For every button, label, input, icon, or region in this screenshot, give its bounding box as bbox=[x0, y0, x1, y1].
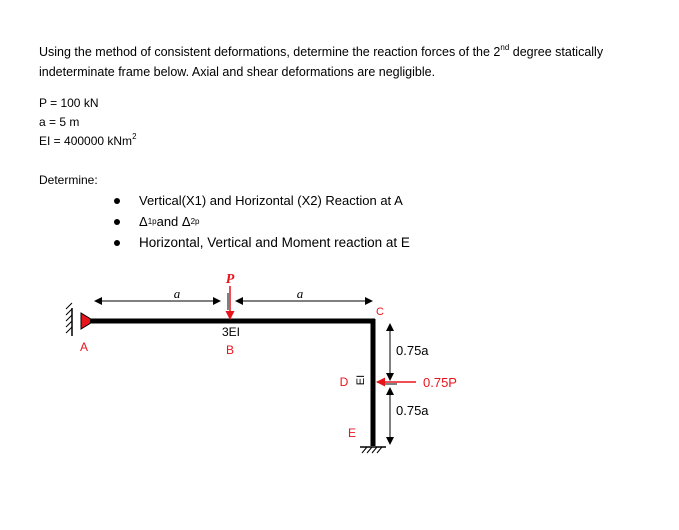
dim-a-right-label: a bbox=[296, 286, 304, 301]
given-a: a = 5 m bbox=[39, 115, 80, 129]
dim-upper-label: 0.75a bbox=[396, 343, 429, 358]
determine-item-2-delta1: Δ bbox=[139, 214, 148, 229]
side-load-label: 0.75P bbox=[423, 375, 457, 390]
problem-line-1-sup: nd bbox=[500, 43, 510, 52]
node-A-label: A bbox=[79, 340, 89, 354]
problem-line-1-pre: Using the method of consistent deformations, determine the reaction forces of the 2 bbox=[39, 45, 501, 59]
given-EI-main: EI = 400000 kNm bbox=[39, 134, 133, 148]
pin-support-A bbox=[66, 303, 94, 336]
column-dimensions bbox=[383, 324, 397, 444]
dim-lower-label: 0.75a bbox=[396, 403, 429, 418]
node-E-label: E bbox=[347, 426, 357, 440]
node-B-label: B bbox=[225, 343, 235, 357]
column-stiffness-label: EI bbox=[355, 374, 367, 386]
given-P: P = 100 kN bbox=[39, 96, 99, 110]
span-dimension bbox=[95, 293, 372, 310]
given-EI-sup: 2 bbox=[132, 132, 137, 141]
determine-label: Determine: bbox=[39, 173, 98, 187]
node-C-label: C bbox=[376, 306, 384, 318]
determine-item-2-sub1: 1p bbox=[147, 217, 157, 226]
determine-item-2-mid: and Δ bbox=[156, 214, 191, 229]
problem-line-2: indeterminate frame below. Axial and shear deformations are negligible. bbox=[39, 65, 436, 79]
node-D-label: D bbox=[339, 375, 349, 389]
determine-item-2-sub2: 2p bbox=[190, 217, 200, 226]
fixed-support-E bbox=[360, 447, 386, 453]
determine-item-3-text: Horizontal, Vertical and Moment reaction at E bbox=[139, 235, 410, 250]
problem-line-1-post: degree statically bbox=[509, 45, 604, 59]
load-P-label: P bbox=[225, 272, 235, 287]
determine-item-1-text: Vertical(X1) and Horizontal (X2) Reaction at A bbox=[139, 193, 403, 208]
beam-stiffness-label: 3EI bbox=[221, 325, 241, 339]
dim-a-left-label: a bbox=[173, 286, 181, 301]
